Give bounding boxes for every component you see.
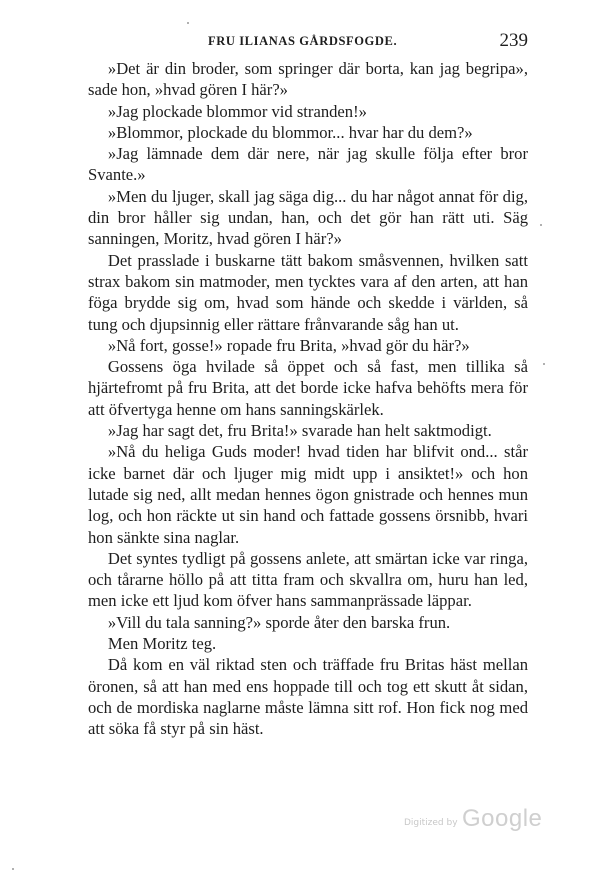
body-text [88,58,528,740]
paragraph: »Blommor, plockade du blommor... hvar har du dem?» [107,122,473,142]
paragraph: Det syntes tydligt på gossens anlete, att smärtan icke var ringa, och tårarne höllo på att titta fram och skvallra om, huru han led, men icke ett ljud kom öfver hans sammanprässade läppar. [88,548,528,611]
paragraph: »Det är din broder, som springer där borta, kan jag begripa», sade hon, »hvad gören I här?» [88,59,528,100]
paragraph: Men Moritz teg. [107,634,217,654]
paper-speck [540,224,542,226]
running-title: FRU ILIANAS GÅRDSFOGDE. [208,34,398,48]
paragraph: Det prasslade i buskarne tätt bakom småsvennen, hvilken satt strax bakom sin matmoder, men tycktes vara af den arten, att han föga brydde sig om, hvad som hände och skedde i världen, så tung och djupsinnig eller rättare frånvarande såg han ut. [88,250,528,334]
page-number: 239 [499,30,528,51]
paragraph: »Men du ljuger, skall jag säga dig... du har något annat för dig, din bror håller sig undan, han, och det gör han rätt uti. Säg sanningen, Moritz, hvad gören I här?» [88,186,528,249]
paper-speck [187,22,189,24]
paragraph: Gossens öga hvilade så öppet och så fast, men tillika så hjärtefromt på fru Brita, att det borde icke hafva behöfts mera för att öfvertyga henne om hans sanningskärlek. [88,357,528,419]
paragraph: »Vill du tala sanning?» sporde åter den barska frun. [107,612,451,632]
watermark-logo: Google [462,805,543,832]
paragraph: »Nå fort, gosse!» ropade fru Brita, »hvad gör du här?» [107,335,470,355]
paper-speck [543,363,545,365]
paper-speck [12,868,14,870]
watermark-caption: Digitized by [404,818,458,828]
paragraph: »Jag har sagt det, fru Brita!» svarade han helt saktmodigt. [107,421,492,441]
paragraph: »Jag plockade blommor vid stranden!» [107,101,367,121]
paragraph: »Jag lämnade dem där nere, när jag skulle följa efter bror Svante.» [88,144,528,185]
running-head [88,30,528,54]
paragraph: »Nå du heliga Guds moder! hvad tiden har blifvit ond... står icke barnet där och ljuger mig midt upp i ansiktet!» och hon lutade sig ned, allt medan hennes ögon gnistrade och hennes mun log, och hon räckte ut sin hand och fattade gossens örsnibb, hvari hon sänkte sina naglar. [88,442,528,547]
digitized-watermark [404,803,543,835]
paragraph: Då kom en väl riktad sten och träffade fru Britas häst mellan öronen, så att han med ens hoppade till och tog ett skutt åt sidan, och de mordiska naglarne måste lämna sitt rof. Hon fick nog med att söka få styr på sin häst. [88,655,528,739]
